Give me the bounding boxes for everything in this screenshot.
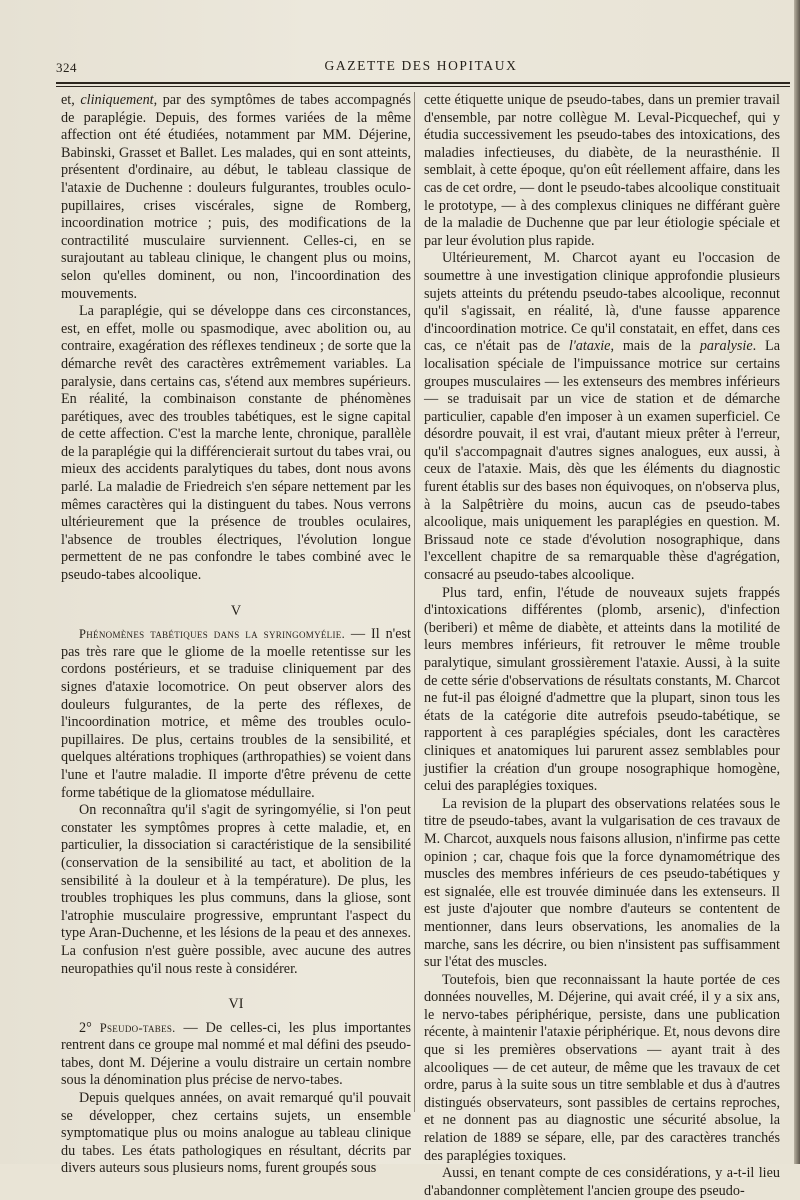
paragraph: La revision de la plupart des observations relatées sous le titre de pseudo-tabes, avant la vulgarisation de ces travaux de M. Charcot, auxquels nous faisons allusion, n'infirme pas cette opinion ; car, chaque fois que la force dynamométrique des muscles des membres inférieurs de ces pseudo-tabétiques y est signalée, elle est trouvée diminuée dans les extenseurs. Il est juste d'ajouter que nombre d'auteurs se contentent de mentionner, dans leurs observations, les anomalies de la marche, sans les décrire, ou bien n'insistent pas suffisamment sur l'état des muscles. [424, 795, 780, 971]
section-heading-v: V [230, 602, 242, 619]
paragraph [61, 1020, 411, 1090]
right-column [424, 92, 780, 1199]
column-divider [414, 92, 415, 1112]
running-title: GAZETTE DES HOPITAUX [324, 58, 518, 73]
paragraph [61, 626, 411, 802]
text-run: Ultérieurement, M. Charcot ayant eu l'occasion de soumettre à une investigation clinique approfondie plusieurs sujets atteints du prétendu pseudo-tabes alcoolique, reconnut qu'il s'agissait, en réalité, là, d'une fausse apparence d'incoordination motrice. Ce qu'il constatait, en effet, dans ces cas, ce n'était pas de [424, 250, 780, 355]
paragraph: La paraplégie, qui se développe dans ces circonstances, est, en effet, molle ou spasmodique, avec abolition ou, au contraire, exagération des réflexes tendineux ; de sorte que la démarche revêt des caractères extrêmement variables. La paralysie, dans certains cas, s'étend aux membres supérieurs. En réalité, la combinaison constante de phénomènes parétiques, avec des troubles tabétiques, est le signe capital de cette affection. C'est la marche lente, chronique, parallèle de la paraplégie qui la différencierait surtout du tabes vrai, ou mieux des accidents paralytiques du tabes, dont nous avons parlé. La maladie de Friedreich s'en sépare nettement par les mêmes caractères qui la distinguent du tabes. Nous verrons ultérieurement que la présence de troubles oculaires, l'absence de troubles électriques, l'évolution longue permettent de ne pas confondre le tabes combiné avec le pseudo-tabes alcoolique. [61, 303, 411, 584]
section-heading-vi: VI [228, 996, 244, 1013]
header-rule-thin [56, 86, 790, 87]
left-column [61, 92, 411, 1177]
text-run: , par des symptômes de tabes accompagnés de paraplégie. Depuis, des formes variées de la même affection ont été étudiées, notamment par MM. Déjerine, Babinski, Grasset et Ballet. Les malades, qui en sont atteints, présentent d'ordinaire, au début, le tableau classique de l'ataxie de Duchenne : douleurs fulgurantes, troubles oculo-pupillaires, crises viscérales, signe de Romberg, incoordination motrice ; puis, des modifications de la contractilité musculaire surviennent. Celles-ci, en se surajoutant au tableau clinique, le changent plus ou moins, selon qu'elles dominent, ou non, l'incoordination des mouvements. [61, 92, 411, 302]
page-number: 324 [56, 60, 77, 75]
paragraph [424, 250, 780, 584]
text-run: , mais de la [610, 338, 700, 355]
paragraph [61, 92, 411, 303]
paragraph: On reconnaîtra qu'il s'agit de syringomyélie, si l'on peut constater les symptômes propres à cette maladie, et, en particulier, la dissociation si caractéristique de la sensibilité (conservation de la sensibilité au tact, et abolition de la sensibilité à la douleur et à la température). De plus, les troubles trophiques les plus communs, dans la gliose, sont l'atrophie musculaire progressive, empruntant l'aspect du type Aran-Duchenne, et les lésions de la peau et des annexes. La confusion n'est guère possible, avec aucune des autres neuropathies qu'il nous reste à considérer. [61, 802, 411, 977]
paragraph: Aussi, en tenant compte de ces considérations, y a-t-il lieu d'abandonner complètement l'ancien groupe des pseudo- [424, 1165, 780, 1199]
italic-text: paralysie [699, 338, 753, 355]
paragraph: Toutefois, bien que reconnaissant la haute portée de ces données nouvelles, M. Déjerine, qui avait créé, il y a six ans, le nervo-tabes périphérique, persiste, dans une publication récente, à maintenir l'ataxie périphérique. Et, nous devons dire que si les premières observations — ayant trait à des alcooliques — de cet auteur, de même que les travaux de cet ordre, parus à la suite sous un titre semblable et dus à d'autres distingués observateurs, sont passibles de certains reproches, et ne donnent pas au diagnostic une sécurité absolue, la relation de 1889 se sépare, elle, par des caractères tranchés des paraplégies toxiques. [424, 971, 780, 1164]
text-run: — Il n'est pas très rare que le gliome de la moelle retentisse sur les cordons postérieurs, et se traduise cliniquement par des signes d'ataxie locomotrice. On peut observer alors des douleurs fulgurantes, de la perte des réflexes, de l'incoordination motrice, et même des troubles oculo-pupillaires. De plus, certains troubles de la sensibilité, et quelques altérations trophiques (arthropathies) se voient dans l'une et l'autre maladie. Il importe d'être prévenu de cette forme tabétique de la gliomatose médullaire. [61, 626, 411, 801]
italic-text: cliniquement [80, 92, 154, 108]
page-header [56, 58, 786, 80]
text-run: et, [61, 92, 81, 108]
paragraph: Depuis quelques années, on avait remarqué qu'il pouvait se développer, chez certains sujets, un ensemble symptomatique plus ou moins analogue au tableau clinique du tabes. Les états pathologiques en résultant, décrits par divers auteurs sous plusieurs noms, furent groupés sous [61, 1090, 411, 1177]
paragraph: Plus tard, enfin, l'étude de nouveaux sujets frappés d'intoxications différentes (plomb, arsenic), d'infection (beriberi) et même de diabète, et atteints dans la motilité de leurs membres inférieurs, fit retrouver le même trouble paralytique, simulant grossièrement l'ataxie. Aussi, à la suite de cette série d'observations de résultats constants, M. Charcot ne fut-il pas éloigné d'admettre que la plupart, sinon tous les états de la catégorie dite autrefois pseudo-tabétique, se rapportent à ces paraplégies spéciales, dont les caractères cliniques et anatomiques lui parurent assez semblables pour justifier la création d'un groupe nosographique homogène, celui des paraplégies toxiques. [424, 584, 780, 795]
page-edge-shadow [794, 0, 800, 1164]
paragraph: cette étiquette unique de pseudo-tabes, dans un premier travail d'ensemble, par notre collègue M. Leval-Picquechef, qui y étudia successivement les pseudo-tabes des intoxications, des maladies infectieuses, du diabète, de la neurasthénie. Il semblait, à cette époque, qu'on eût réellement affaire, dans les cas de cet ordre, — dont le pseudo-tabes alcoolique constituait le prototype, — à des complexus cliniques ne différant guère de la maladie de Duchenne que par leur étiologie spéciale et par leur évolution plus rapide. [424, 92, 780, 249]
italic-text: l'ataxie [568, 338, 611, 355]
text-run: 2° [79, 1019, 100, 1036]
subsection-title: Phénomènes tabétiques dans la syringomyélie. [79, 627, 345, 642]
header-rule-thick [56, 82, 790, 84]
subsection-title: Pseudo-tabes. [99, 1020, 176, 1035]
text-run: — De celles-ci, les plus importantes rentrent dans ce groupe mal nommé et mal défini des pseudo-tabes, dont M. Déjerine a voulu distraire un certain nombre sous la dénomination plus précise de nervo-tabes. [61, 1019, 411, 1089]
text-run: . La localisation spéciale de l'impuissance motrice sur certains groupes musculaires — les extenseurs des membres inférieurs — se traduisait par un vice de station et de démarche particulier, capable d'en imposer à un examen superficiel. Ce désordre pouvait, il est vrai, d'autant mieux prêter à l'erreur, qu'il s'accompagnait d'autres signes analogues, eux aussi, à ceux de l'ataxie. Mais, dès que les éléments du diagnostic furent établis sur des bases non équivoques, on n'observa plus, à la Salpêtrière du moins, aucun cas de pseudo-tabes alcoolique, mais uniquement les paraplégies en question. M. Brissaud note ce stade d'évolution nosographique, dans l'excellent chapitre de sa remarquable thèse d'agrégation, consacré au pseudo-tabes alcoolique. [424, 338, 780, 584]
